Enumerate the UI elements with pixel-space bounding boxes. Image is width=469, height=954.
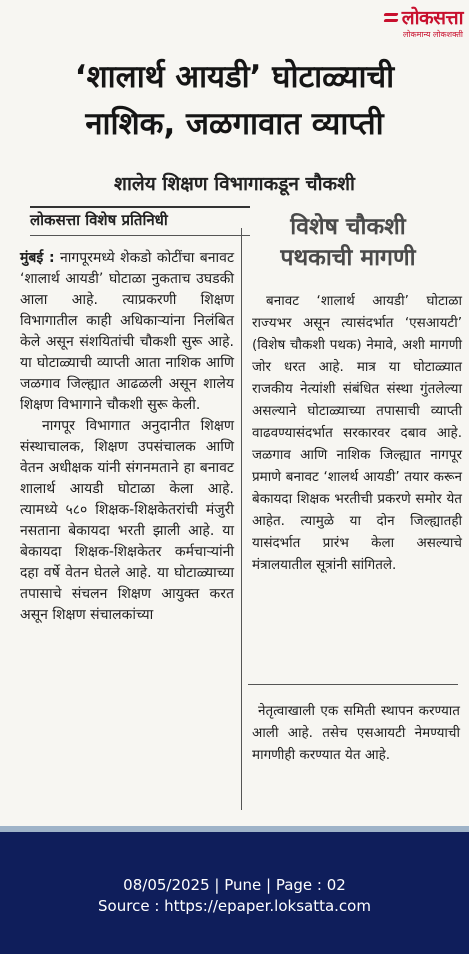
logo — [384, 4, 463, 30]
sidebar-heading-line1: विशेष चौकशी — [290, 214, 406, 240]
source-footer — [0, 832, 469, 954]
column-divider — [241, 228, 242, 810]
sidebar-divider — [248, 684, 458, 685]
continuation-column — [252, 700, 460, 766]
masthead — [384, 4, 463, 40]
paragraph-1 — [20, 248, 234, 416]
logo-text: लोकसत्ता — [401, 7, 463, 29]
paragraph-1-text: नागपूरमध्ये शेकडो कोटींचा बनावट ‘शालार्थ आयडी’ घोटाळा नुकताच उघडकी आला आहे. त्याप्रकरणी शिक्षण विभागातील काही अधिकाऱ्यांना निलंबित केले असून संशयितांची चौकशी सुरू आहे. या घोटाळ्याची व्याप्ती आता नाशिक आणि जळगाव जिल्ह्यात आढळली असून शालेय शिक्षण विभागाने चौकशी सुरू केली. — [20, 250, 234, 413]
continuation-paragraph: नेतृत्वाखाली एक समिती स्थापन करण्यात आली आहे. तसेच एसआयटी नेमण्याची मागणीही करण्यात येत आहे. — [252, 703, 460, 763]
subheadline: शालेय शिक्षण विभागाकडून चौकशी — [114, 173, 355, 195]
footer-source-line: Source : https://epaper.loksatta.com — [98, 897, 371, 915]
sidebar-heading-line2: पथकाची मागणी — [280, 245, 416, 271]
headline-line2: नाशिक, जळगावात व्याप्ती — [85, 106, 384, 142]
sidebar-column — [252, 290, 462, 576]
sidebar-paragraph: बनावट ‘शालार्थ आयडी’ घोटाळा राज्यभर असून त्यासंदर्भात ‘एसआयटी’ (विशेष चौकशी पथक) नेमावे, अशी मागणी जोर धरत आहे. मात्र या घोटाळ्यात राजकीय नेत्यांशी संबंधित संस्था गुंतलेल्या असल्याने घोटाळ्याच्या तपासाची व्याप्ती वाढवण्यासंदर्भात सरकारवर दबाव आहे. जळगाव आणि नाशिक जिल्ह्यात नागपूर प्रमाणे बनावट ‘शालर्थ आयडी’ तयार करून बेकायदा शिक्षक भरतीची प्रकरणे समोर येत आहेत. त्यामुळे या दोन जिल्ह्यातही यासंदर्भात प्रारंभ केला असल्याचे मंत्रालयातील सूत्रांनी सांगितले. — [252, 293, 462, 573]
dateline: मुंबई : — [20, 250, 55, 266]
logo-mark-icon — [384, 10, 398, 24]
paragraph-2: नागपूर विभागात अनुदानीत शिक्षण संस्थाचालक, शिक्षण उपसंचालक आणि वेतन अधीक्षक यांनी संगनमताने हा बनावट शालार्थ आयडी घोटाळा केला आहे. त्यामध्ये ५८० शिक्षक-शिक्षकेतरांची मंजुरी नसताना बेकायदा भरती झाली आहे. या बेकायदा शिक्षक-शिक्षकेतर कर्मचाऱ्यांनी दहा वर्षे वेतन घेतले आहे. या घोटाळ्याच्या तपासाचे संचलन शिक्षण आयुक्त करत असून शिक्षण संचालकांच्या — [20, 418, 234, 623]
headline — [0, 54, 469, 148]
tagline: लोकमान्य लोकशक्ती — [402, 30, 463, 39]
byline: लोकसत्ता विशेष प्रतिनिधी — [30, 206, 250, 236]
main-column — [20, 248, 234, 626]
headline-line1: ‘शालार्थ आयडी’ घोटाळ्याची — [74, 59, 395, 95]
footer-date-line: 08/05/2025 | Pune | Page : 02 — [123, 876, 346, 894]
sidebar-heading — [248, 212, 448, 274]
